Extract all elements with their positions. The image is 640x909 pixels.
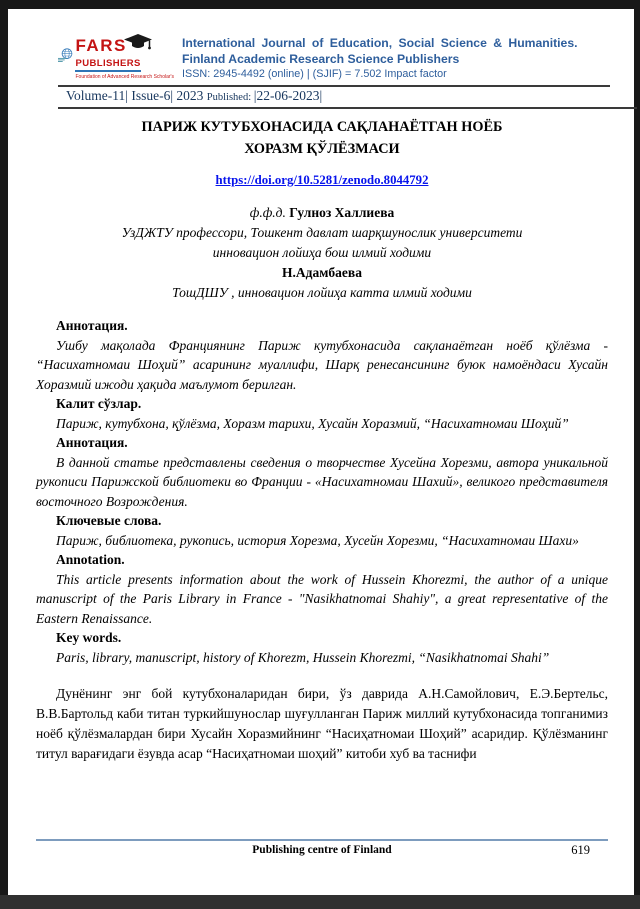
author-block: [36, 203, 608, 303]
published-label: Published:: [206, 92, 254, 103]
author-affiliation-3: ТошДШУ , инновацион лойиҳа катта илмий ходими: [172, 285, 472, 300]
journal-subtitle: Finland Academic Research Science Publishers: [182, 51, 460, 66]
section-text-annotation-ru: В данной статье представлены сведения о творчестве Хусейна Хорезми, автора уникальной рукописи Парижской библиотеки во Франции - «Насихатномаи Шахий», великого представителя восточного Возрождения.: [36, 454, 608, 509]
abstract-sections: [36, 316, 608, 667]
logo-tagline: Foundation of Advanced Research Scholar's: [75, 73, 174, 80]
publisher-logo: [58, 35, 174, 82]
page-footer: [36, 839, 608, 874]
published-date: |22-06-2023|: [253, 88, 323, 103]
document-page: [8, 9, 634, 895]
issn-line: ISSN: 2945-4492 (online) | (SJIF) = 7.502 Impact factor: [182, 68, 447, 80]
author-line-1: [36, 203, 608, 223]
volume-issue-text: Volume-11| Issue-6| 2023: [66, 88, 207, 103]
journal-masthead: [182, 35, 610, 82]
viewer-bottom-band: [0, 895, 640, 909]
doi-link[interactable]: https://doi.org/10.5281/zenodo.8044792: [215, 173, 429, 187]
author-affiliation-2: инновацион лойиҳа бош илмий ходими: [212, 245, 432, 260]
author-name: Гулноз Халлиева: [289, 205, 395, 220]
logo-wordmark-top: FARS: [75, 36, 127, 55]
journal-title: International Journal of Education, Social Science & Humanities.: [182, 36, 578, 50]
globe-icon: [58, 35, 74, 77]
publishing-centre-label: Publishing centre of Finland: [252, 844, 392, 856]
logo-wordmark: [75, 38, 174, 80]
section-heading-keywords-uz: Калит сўзлар.: [56, 396, 142, 411]
section-text-annotation-en: This article presents information about the work of Hussein Khorezmi, the author of a unique manuscript of the Paris Library in France - "Nasikhatnomai Shahiy", a great representative of the Eastern Renaissance.: [36, 571, 608, 626]
article-title: ПАРИЖ КУТУБХОНАСИДА САҚЛАНАЁТГАН НОЁБ ХОРАЗМ ҚЎЛЁЗМАСИ: [141, 119, 503, 157]
section-heading-keywords-ru: Ключевые слова.: [56, 513, 162, 528]
graduation-cap-icon: [123, 33, 153, 51]
section-text-keywords-uz: Париж, кутубхона, қўлёзма, Хоразм тарихи, Хусайн Хоразмий, “Насихатномаи Шоҳий”: [56, 415, 569, 431]
author-name-2: Н.Адамбаева: [282, 265, 362, 280]
section-text-keywords-ru: Париж, библиотека, рукопись, история Хорезма, Хусейн Хорезми, “Насихатномаи Шахи»: [56, 532, 579, 548]
section-heading-annotation-uz: Аннотация.: [56, 318, 128, 333]
section-heading-keywords-en: Key words.: [56, 630, 122, 645]
section-text-keywords-en: Paris, library, manuscript, history of Khorezm, Hussein Khorezmi, “Nasikhatnomai Shahi”: [56, 649, 550, 665]
logo-wordmark-bottom: PUBLISHERS: [75, 58, 140, 72]
section-heading-annotation-en: Annotation.: [56, 552, 125, 567]
section-heading-annotation-ru: Аннотация.: [56, 435, 128, 450]
volume-issue-line: [58, 87, 637, 109]
body-paragraph: Дунёнинг энг бой кутубхоналаридан бири, ўз даврида А.Н.Самойлович, Е.Э.Бертельс, В.В.Бартольд каби титан туркийшунослар шуғулланган Париж миллий кутубхонасида топганимиз ноёб қўлёзмалардан бири Хусайн Хоразмийнинг “Насиҳатномаи Шоҳий” асаридир. Қўлёзманинг титул варағидаги ёзувда асар “Насиҳатномаи шоҳий” китоби хуб ва таснифи: [36, 686, 608, 761]
section-text-annotation-uz: Ушбу мақолада Франциянинг Париж кутубхонасида сақланаётган ноёб қўлёзма - “Насихатномаи Шоҳий” асарининг муаллифи, Шарқ ренесансининг буюк намоёндаси Хусайн Хоразмий ижоди ҳақида маълумот берилган.: [36, 337, 608, 392]
author-degree: ф.ф.д.: [249, 205, 290, 220]
author-affiliation-1: УзДЖТУ профессори, Тошкент давлат шарқшунослик университети: [121, 225, 523, 240]
page-number: 619: [571, 843, 590, 857]
journal-header: [58, 35, 610, 87]
